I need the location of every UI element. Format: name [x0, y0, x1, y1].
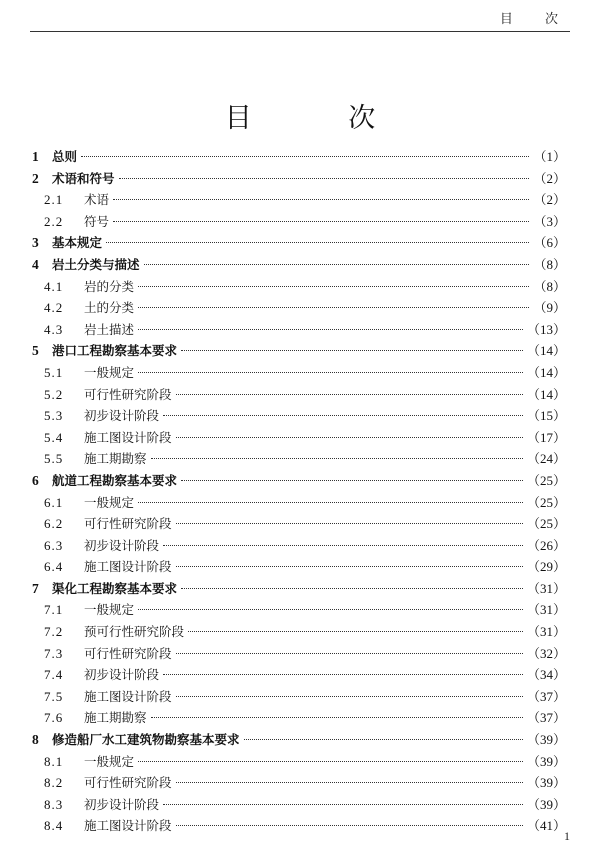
toc-section-entry[interactable] — [32, 492, 566, 514]
toc-entry-page: （26） — [526, 537, 566, 553]
toc-section-entry[interactable] — [32, 427, 566, 449]
toc-leader-dots — [163, 545, 523, 546]
toc-entry-title: 术语 — [84, 192, 110, 208]
toc-entry-number: 4.1 — [44, 278, 64, 294]
toc-entry-page: （9） — [533, 300, 566, 316]
toc-entry-page: （8） — [533, 256, 566, 272]
toc-entry-page: （14） — [526, 386, 566, 402]
toc-entry-number: 5.4 — [44, 429, 64, 445]
toc-entry-number: 5.2 — [44, 386, 64, 402]
toc-entry-title: 土的分类 — [84, 300, 135, 316]
toc-leader-dots — [81, 156, 529, 157]
toc-entry-title: 施工图设计阶段 — [84, 818, 172, 834]
toc-section-entry[interactable] — [32, 297, 566, 319]
toc-entry-page: （29） — [526, 559, 566, 575]
toc-leader-dots — [163, 674, 523, 675]
toc-section-entry[interactable] — [32, 556, 566, 578]
toc-entry-page: （14） — [526, 364, 566, 380]
toc-leader-dots — [138, 609, 523, 610]
toc-entry-page: （41） — [526, 818, 566, 834]
toc-entry-number: 5.5 — [44, 451, 64, 467]
toc-entry-page: （39） — [526, 732, 566, 748]
toc-leader-dots — [119, 178, 530, 179]
toc-leader-dots — [163, 415, 523, 416]
toc-entry-number: 7.1 — [44, 602, 64, 618]
table-of-contents — [32, 146, 566, 837]
toc-entry-title: 预可行性研究阶段 — [84, 624, 185, 640]
toc-entry-title: 岩土分类与描述 — [52, 256, 140, 272]
toc-section-entry[interactable] — [32, 535, 566, 557]
toc-leader-dots — [144, 264, 530, 265]
toc-section-entry[interactable] — [32, 794, 566, 816]
toc-entry-page: （34） — [526, 667, 566, 683]
toc-section-entry[interactable] — [32, 189, 566, 211]
toc-section-entry[interactable] — [32, 621, 566, 643]
toc-leader-dots — [138, 372, 523, 373]
toc-entry-page: （31） — [526, 602, 566, 618]
toc-entry-page: （15） — [526, 408, 566, 424]
toc-leader-dots — [181, 350, 523, 351]
toc-entry-page: （31） — [526, 580, 566, 596]
toc-entry-number: 6.2 — [44, 516, 64, 532]
toc-entry-number: 7.3 — [44, 645, 64, 661]
toc-chapter-entry[interactable] — [32, 232, 566, 254]
toc-entry-number: 2.1 — [44, 192, 64, 208]
toc-entry-title: 渠化工程勘察基本要求 — [52, 580, 178, 596]
toc-entry-title: 航道工程勘察基本要求 — [52, 472, 178, 488]
toc-leader-dots — [176, 696, 523, 697]
toc-section-entry[interactable] — [32, 405, 566, 427]
toc-section-entry[interactable] — [32, 599, 566, 621]
toc-entry-title: 初步设计阶段 — [84, 796, 160, 812]
toc-entry-number: 8.2 — [44, 775, 64, 791]
toc-section-entry[interactable] — [32, 772, 566, 794]
toc-section-entry[interactable] — [32, 751, 566, 773]
toc-leader-dots — [151, 717, 523, 718]
toc-entry-title: 施工图设计阶段 — [84, 429, 172, 445]
toc-leader-dots — [106, 242, 529, 243]
toc-section-entry[interactable] — [32, 707, 566, 729]
toc-entry-number: 8.3 — [44, 796, 64, 812]
toc-leader-dots — [163, 804, 523, 805]
header-rule — [30, 31, 570, 32]
toc-entry-number: 8 — [32, 732, 39, 748]
toc-entry-number: 6.4 — [44, 559, 64, 575]
toc-entry-page: （17） — [526, 429, 566, 445]
toc-entry-page: （13） — [526, 321, 566, 337]
toc-entry-title: 可行性研究阶段 — [84, 775, 172, 791]
toc-entry-title: 初步设计阶段 — [84, 537, 160, 553]
toc-entry-page: （8） — [533, 278, 566, 294]
toc-entry-title: 总则 — [52, 149, 78, 164]
toc-entry-title: 施工期勘察 — [84, 451, 147, 467]
toc-chapter-entry[interactable] — [32, 168, 566, 190]
toc-leader-dots — [138, 286, 529, 287]
toc-entry-page: （25） — [526, 516, 566, 532]
toc-leader-dots — [138, 329, 523, 330]
toc-chapter-entry[interactable] — [32, 254, 566, 276]
toc-entry-title: 初步设计阶段 — [84, 667, 160, 683]
toc-entry-title: 可行性研究阶段 — [84, 386, 172, 402]
toc-leader-dots — [176, 653, 523, 654]
toc-entry-page: （1） — [533, 149, 566, 164]
toc-entry-number: 7.2 — [44, 624, 64, 640]
toc-leader-dots — [113, 199, 529, 200]
toc-entry-number: 7.5 — [44, 688, 64, 704]
toc-entry-title: 一般规定 — [84, 364, 135, 380]
toc-entry-title: 一般规定 — [84, 602, 135, 618]
toc-entry-page: （37） — [526, 688, 566, 704]
toc-section-entry[interactable] — [32, 664, 566, 686]
toc-entry-title: 可行性研究阶段 — [84, 516, 172, 532]
toc-leader-dots — [176, 394, 523, 395]
toc-entry-number: 2.2 — [44, 213, 64, 229]
toc-section-entry[interactable] — [32, 362, 566, 384]
toc-entry-title: 港口工程勘察基本要求 — [52, 343, 178, 359]
toc-entry-number: 5.3 — [44, 408, 64, 424]
toc-entry-page: （3） — [533, 213, 566, 229]
toc-entry-title: 施工期勘察 — [84, 710, 147, 726]
toc-entry-number: 8.4 — [44, 818, 64, 834]
toc-entry-number: 5.1 — [44, 364, 64, 380]
toc-chapter-entry[interactable] — [32, 578, 566, 600]
toc-leader-dots — [181, 588, 523, 589]
page-title: 目 次 — [224, 103, 420, 134]
toc-entry-number: 7.6 — [44, 710, 64, 726]
toc-entry-page: （2） — [533, 192, 566, 208]
toc-entry-title: 岩土描述 — [84, 321, 135, 337]
toc-leader-dots — [176, 825, 523, 826]
toc-section-entry[interactable] — [32, 319, 566, 341]
toc-leader-dots — [138, 307, 529, 308]
toc-entry-number: 1 — [32, 149, 39, 164]
toc-entry-page: （6） — [533, 235, 566, 251]
toc-entry-number: 6.1 — [44, 494, 64, 510]
toc-entry-page: （39） — [526, 775, 566, 791]
toc-entry-number: 4.2 — [44, 300, 64, 316]
toc-leader-dots — [188, 631, 523, 632]
toc-entry-title: 修造船厂水工建筑物勘察基本要求 — [52, 732, 240, 748]
toc-entry-page: （39） — [526, 796, 566, 812]
toc-section-entry[interactable] — [32, 211, 566, 233]
toc-entry-title: 可行性研究阶段 — [84, 645, 172, 661]
toc-entry-page: （31） — [526, 624, 566, 640]
toc-chapter-entry[interactable] — [32, 340, 566, 362]
toc-entry-page: （32） — [526, 645, 566, 661]
page-number: 1 — [564, 829, 570, 843]
toc-chapter-entry[interactable] — [32, 146, 566, 168]
toc-entry-number: 6 — [32, 472, 39, 488]
toc-entry-page: （14） — [526, 343, 566, 359]
toc-entry-title: 一般规定 — [84, 753, 135, 769]
toc-entry-title: 初步设计阶段 — [84, 408, 160, 424]
toc-entry-page: （25） — [526, 472, 566, 488]
toc-leader-dots — [176, 437, 523, 438]
toc-leader-dots — [244, 739, 523, 740]
toc-entry-title: 符号 — [84, 213, 110, 229]
toc-entry-title: 施工图设计阶段 — [84, 688, 172, 704]
toc-section-entry[interactable] — [32, 815, 566, 837]
toc-leader-dots — [113, 221, 529, 222]
toc-chapter-entry[interactable] — [32, 729, 566, 751]
toc-entry-number: 4 — [32, 256, 39, 272]
toc-entry-page: （37） — [526, 710, 566, 726]
toc-section-entry[interactable] — [32, 448, 566, 470]
toc-entry-title: 一般规定 — [84, 494, 135, 510]
toc-entry-number: 2 — [32, 170, 39, 186]
toc-entry-number: 6.3 — [44, 537, 64, 553]
toc-entry-number: 4.3 — [44, 321, 64, 337]
toc-entry-page: （24） — [526, 451, 566, 467]
toc-entry-number: 5 — [32, 343, 39, 359]
toc-section-entry[interactable] — [32, 643, 566, 665]
toc-entry-title: 施工图设计阶段 — [84, 559, 172, 575]
toc-leader-dots — [138, 761, 523, 762]
toc-leader-dots — [176, 566, 523, 567]
toc-section-entry[interactable] — [32, 686, 566, 708]
toc-entry-number: 7 — [32, 580, 39, 596]
toc-entry-page: （39） — [526, 753, 566, 769]
toc-entry-number: 3 — [32, 235, 39, 251]
toc-chapter-entry[interactable] — [32, 470, 566, 492]
toc-entry-page: （2） — [533, 170, 566, 186]
toc-entry-number: 8.1 — [44, 753, 64, 769]
toc-leader-dots — [138, 502, 523, 503]
toc-leader-dots — [176, 523, 523, 524]
toc-entry-title: 基本规定 — [52, 235, 103, 251]
toc-leader-dots — [176, 782, 523, 783]
toc-entry-number: 7.4 — [44, 667, 64, 683]
toc-leader-dots — [151, 458, 523, 459]
toc-section-entry[interactable] — [32, 513, 566, 535]
toc-entry-title: 术语和符号 — [52, 170, 115, 186]
running-header: 目 次 — [499, 12, 572, 27]
toc-leader-dots — [181, 480, 523, 481]
toc-section-entry[interactable] — [32, 276, 566, 298]
toc-entry-page: （25） — [526, 494, 566, 510]
toc-entry-title: 岩的分类 — [84, 278, 135, 294]
toc-section-entry[interactable] — [32, 384, 566, 406]
